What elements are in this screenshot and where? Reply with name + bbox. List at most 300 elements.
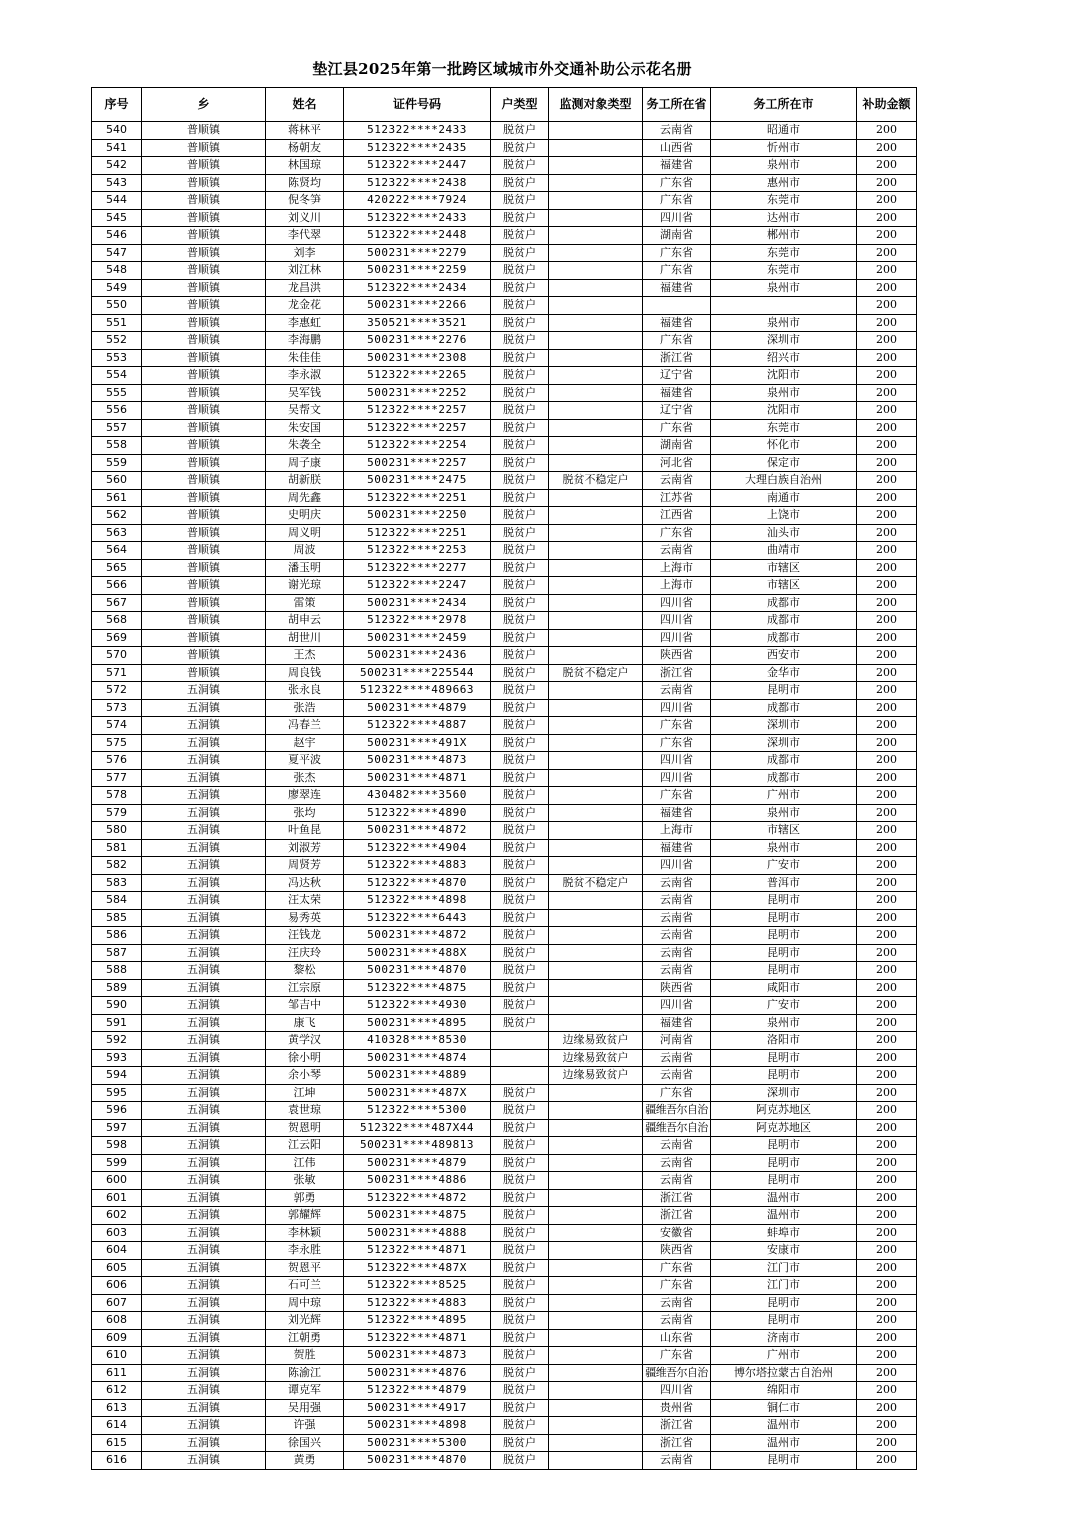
cell-work-province: 云南省 bbox=[643, 682, 711, 700]
cell-household-type: 脱贫户 bbox=[491, 699, 549, 717]
header-household-type: 户类型 bbox=[491, 88, 549, 122]
cell-id-number: 512322****4890 bbox=[344, 804, 491, 822]
cell-work-province: 广东省 bbox=[643, 419, 711, 437]
cell-work-city: 昆明市 bbox=[711, 1137, 857, 1155]
cell-name: 汪太荣 bbox=[266, 892, 344, 910]
cell-township: 五洞镇 bbox=[142, 804, 266, 822]
cell-household-type: 脱贫户 bbox=[491, 279, 549, 297]
cell-work-province: 广东省 bbox=[643, 717, 711, 735]
cell-township: 普顺镇 bbox=[142, 524, 266, 542]
cell-id-number: 512322****4898 bbox=[344, 892, 491, 910]
cell-name: 江云阳 bbox=[266, 1137, 344, 1155]
cell-monitor-type bbox=[549, 629, 643, 647]
cell-name: 江宗原 bbox=[266, 979, 344, 997]
cell-work-province: 四川省 bbox=[643, 612, 711, 630]
cell-township: 五洞镇 bbox=[142, 1347, 266, 1365]
cell-name: 潘玉明 bbox=[266, 559, 344, 577]
cell-monitor-type: 边缘易致贫户 bbox=[549, 1032, 643, 1050]
cell-monitor-type bbox=[549, 1014, 643, 1032]
cell-work-province: 浙江省 bbox=[643, 1207, 711, 1225]
cell-township: 五洞镇 bbox=[142, 962, 266, 980]
table-row bbox=[92, 647, 917, 665]
table-row bbox=[92, 1242, 917, 1260]
cell-work-province: 辽宁省 bbox=[643, 402, 711, 420]
cell-subsidy-amount: 200 bbox=[857, 1189, 917, 1207]
cell-subsidy-amount: 200 bbox=[857, 822, 917, 840]
cell-household-type: 脱贫户 bbox=[491, 1102, 549, 1120]
cell-work-city: 深圳市 bbox=[711, 1084, 857, 1102]
table-row bbox=[92, 1172, 917, 1190]
cell-subsidy-amount: 200 bbox=[857, 1329, 917, 1347]
cell-subsidy-amount: 200 bbox=[857, 664, 917, 682]
cell-subsidy-amount: 200 bbox=[857, 507, 917, 525]
cell-subsidy-amount: 200 bbox=[857, 139, 917, 157]
cell-id-number: 512322****2438 bbox=[344, 174, 491, 192]
cell-household-type: 脱贫户 bbox=[491, 349, 549, 367]
cell-subsidy-amount: 200 bbox=[857, 384, 917, 402]
cell-township: 五洞镇 bbox=[142, 699, 266, 717]
cell-index: 552 bbox=[92, 332, 142, 350]
cell-id-number: 512322****4875 bbox=[344, 979, 491, 997]
table-row bbox=[92, 367, 917, 385]
cell-index: 615 bbox=[92, 1434, 142, 1452]
cell-household-type: 脱贫户 bbox=[491, 244, 549, 262]
table-row bbox=[92, 1154, 917, 1172]
cell-subsidy-amount: 200 bbox=[857, 944, 917, 962]
cell-household-type: 脱贫户 bbox=[491, 857, 549, 875]
table-row bbox=[92, 1329, 917, 1347]
cell-monitor-type bbox=[549, 717, 643, 735]
cell-index: 602 bbox=[92, 1207, 142, 1225]
cell-index: 564 bbox=[92, 542, 142, 560]
cell-work-city: 温州市 bbox=[711, 1189, 857, 1207]
cell-work-province: 云南省 bbox=[643, 1172, 711, 1190]
cell-id-number: 512322****4871 bbox=[344, 1329, 491, 1347]
cell-name: 吴用强 bbox=[266, 1399, 344, 1417]
cell-index: 583 bbox=[92, 874, 142, 892]
cell-name: 朱安国 bbox=[266, 419, 344, 437]
cell-township: 五洞镇 bbox=[142, 1452, 266, 1470]
cell-index: 592 bbox=[92, 1032, 142, 1050]
cell-monitor-type bbox=[549, 1102, 643, 1120]
cell-name: 刘淑芳 bbox=[266, 839, 344, 857]
cell-id-number: 512322****2257 bbox=[344, 419, 491, 437]
cell-household-type: 脱贫户 bbox=[491, 1312, 549, 1330]
cell-work-city: 普洱市 bbox=[711, 874, 857, 892]
table-row bbox=[92, 1347, 917, 1365]
table-row bbox=[92, 1312, 917, 1330]
cell-index: 567 bbox=[92, 594, 142, 612]
table-row bbox=[92, 944, 917, 962]
cell-work-province: 四川省 bbox=[643, 752, 711, 770]
cell-work-province: 云南省 bbox=[643, 927, 711, 945]
cell-name: 徐小明 bbox=[266, 1049, 344, 1067]
cell-subsidy-amount: 200 bbox=[857, 1207, 917, 1225]
cell-work-city: 江门市 bbox=[711, 1277, 857, 1295]
cell-monitor-type bbox=[549, 192, 643, 210]
table-row bbox=[92, 1032, 917, 1050]
cell-name: 蒋林平 bbox=[266, 122, 344, 140]
cell-id-number: 512322****2448 bbox=[344, 227, 491, 245]
cell-id-number: 500231****2257 bbox=[344, 454, 491, 472]
cell-monitor-type bbox=[549, 822, 643, 840]
table-row bbox=[92, 157, 917, 175]
cell-household-type: 脱贫户 bbox=[491, 1189, 549, 1207]
cell-work-province: 福建省 bbox=[643, 157, 711, 175]
table-row bbox=[92, 174, 917, 192]
cell-id-number: 500231****487X bbox=[344, 1084, 491, 1102]
cell-township: 五洞镇 bbox=[142, 1067, 266, 1085]
cell-subsidy-amount: 200 bbox=[857, 857, 917, 875]
cell-name: 林国琼 bbox=[266, 157, 344, 175]
cell-work-province: 辽宁省 bbox=[643, 367, 711, 385]
cell-work-province: 云南省 bbox=[643, 542, 711, 560]
cell-id-number: 500231****4874 bbox=[344, 1049, 491, 1067]
cell-household-type: 脱贫户 bbox=[491, 629, 549, 647]
cell-household-type: 脱贫户 bbox=[491, 139, 549, 157]
cell-work-city: 昆明市 bbox=[711, 1452, 857, 1470]
cell-household-type: 脱贫户 bbox=[491, 909, 549, 927]
cell-id-number: 500231****4875 bbox=[344, 1207, 491, 1225]
cell-id-number: 500231****2436 bbox=[344, 647, 491, 665]
cell-id-number: 512322****4872 bbox=[344, 1189, 491, 1207]
cell-monitor-type bbox=[549, 297, 643, 315]
cell-subsidy-amount: 200 bbox=[857, 1294, 917, 1312]
cell-household-type: 脱贫户 bbox=[491, 944, 549, 962]
cell-id-number: 512322****2277 bbox=[344, 559, 491, 577]
cell-work-province: 安徽省 bbox=[643, 1224, 711, 1242]
cell-work-province: 疆维吾尔自治 bbox=[643, 1102, 711, 1120]
cell-index: 604 bbox=[92, 1242, 142, 1260]
cell-name: 朱佳佳 bbox=[266, 349, 344, 367]
cell-work-province: 福建省 bbox=[643, 314, 711, 332]
cell-subsidy-amount: 200 bbox=[857, 962, 917, 980]
cell-township: 五洞镇 bbox=[142, 1049, 266, 1067]
cell-subsidy-amount: 200 bbox=[857, 279, 917, 297]
cell-work-city: 昆明市 bbox=[711, 927, 857, 945]
cell-index: 571 bbox=[92, 664, 142, 682]
cell-index: 540 bbox=[92, 122, 142, 140]
cell-work-province: 云南省 bbox=[643, 1067, 711, 1085]
cell-name: 朱袭全 bbox=[266, 437, 344, 455]
cell-id-number: 500231****4870 bbox=[344, 1452, 491, 1470]
cell-name: 江伟 bbox=[266, 1154, 344, 1172]
cell-work-province: 广东省 bbox=[643, 262, 711, 280]
cell-index: 543 bbox=[92, 174, 142, 192]
cell-work-city: 东莞市 bbox=[711, 262, 857, 280]
table-row bbox=[92, 472, 917, 490]
cell-subsidy-amount: 200 bbox=[857, 174, 917, 192]
cell-work-city: 洛阳市 bbox=[711, 1032, 857, 1050]
cell-monitor-type bbox=[549, 227, 643, 245]
cell-work-city: 东莞市 bbox=[711, 419, 857, 437]
cell-work-province: 四川省 bbox=[643, 209, 711, 227]
cell-monitor-type bbox=[549, 699, 643, 717]
cell-subsidy-amount: 200 bbox=[857, 787, 917, 805]
cell-name: 冯达秋 bbox=[266, 874, 344, 892]
cell-id-number: 512322****4871 bbox=[344, 1242, 491, 1260]
cell-work-city: 东莞市 bbox=[711, 192, 857, 210]
table-row bbox=[92, 612, 917, 630]
cell-work-city: 沈阳市 bbox=[711, 402, 857, 420]
cell-monitor-type bbox=[549, 1417, 643, 1435]
cell-name: 倪冬笋 bbox=[266, 192, 344, 210]
cell-work-province: 福建省 bbox=[643, 384, 711, 402]
cell-name: 雷策 bbox=[266, 594, 344, 612]
cell-name: 王杰 bbox=[266, 647, 344, 665]
cell-monitor-type bbox=[549, 1329, 643, 1347]
cell-work-city: 郴州市 bbox=[711, 227, 857, 245]
cell-household-type: 脱贫户 bbox=[491, 664, 549, 682]
cell-work-city: 昆明市 bbox=[711, 1154, 857, 1172]
cell-monitor-type bbox=[549, 367, 643, 385]
cell-monitor-type bbox=[549, 1154, 643, 1172]
cell-id-number: 500231****225544 bbox=[344, 664, 491, 682]
cell-township: 普顺镇 bbox=[142, 612, 266, 630]
cell-township: 五洞镇 bbox=[142, 1329, 266, 1347]
cell-subsidy-amount: 200 bbox=[857, 874, 917, 892]
cell-name: 吴帮文 bbox=[266, 402, 344, 420]
table-row bbox=[92, 1382, 917, 1400]
cell-index: 616 bbox=[92, 1452, 142, 1470]
cell-name: 周波 bbox=[266, 542, 344, 560]
cell-work-province: 广东省 bbox=[643, 332, 711, 350]
cell-id-number: 512322****487X44 bbox=[344, 1119, 491, 1137]
cell-id-number: 500231****2259 bbox=[344, 262, 491, 280]
cell-household-type: 脱贫户 bbox=[491, 577, 549, 595]
cell-name: 许强 bbox=[266, 1417, 344, 1435]
table-row bbox=[92, 1259, 917, 1277]
cell-id-number: 512322****2265 bbox=[344, 367, 491, 385]
cell-work-province: 福建省 bbox=[643, 279, 711, 297]
cell-index: 588 bbox=[92, 962, 142, 980]
cell-work-province: 云南省 bbox=[643, 962, 711, 980]
cell-id-number: 500231****4871 bbox=[344, 769, 491, 787]
cell-name: 刘李 bbox=[266, 244, 344, 262]
cell-work-province: 江苏省 bbox=[643, 489, 711, 507]
cell-index: 614 bbox=[92, 1417, 142, 1435]
cell-work-city: 昆明市 bbox=[711, 1294, 857, 1312]
cell-index: 605 bbox=[92, 1259, 142, 1277]
cell-id-number: 512322****8525 bbox=[344, 1277, 491, 1295]
cell-monitor-type bbox=[549, 1312, 643, 1330]
cell-township: 普顺镇 bbox=[142, 297, 266, 315]
cell-index: 548 bbox=[92, 262, 142, 280]
cell-id-number: 500231****4872 bbox=[344, 927, 491, 945]
cell-household-type: 脱贫户 bbox=[491, 559, 549, 577]
cell-index: 590 bbox=[92, 997, 142, 1015]
cell-work-province: 四川省 bbox=[643, 699, 711, 717]
cell-household-type: 脱贫户 bbox=[491, 1452, 549, 1470]
cell-township: 普顺镇 bbox=[142, 594, 266, 612]
header-work-province: 务工所在省 bbox=[643, 88, 711, 122]
cell-work-city: 昆明市 bbox=[711, 962, 857, 980]
cell-name: 张均 bbox=[266, 804, 344, 822]
cell-id-number: 500231****4872 bbox=[344, 822, 491, 840]
table-row bbox=[92, 962, 917, 980]
cell-household-type: 脱贫户 bbox=[491, 1084, 549, 1102]
cell-name: 石可兰 bbox=[266, 1277, 344, 1295]
cell-work-city: 温州市 bbox=[711, 1417, 857, 1435]
header-township: 乡 bbox=[142, 88, 266, 122]
cell-subsidy-amount: 200 bbox=[857, 1434, 917, 1452]
cell-subsidy-amount: 200 bbox=[857, 1119, 917, 1137]
cell-township: 普顺镇 bbox=[142, 664, 266, 682]
cell-id-number: 512322****4883 bbox=[344, 1294, 491, 1312]
cell-work-province: 贵州省 bbox=[643, 1399, 711, 1417]
cell-township: 五洞镇 bbox=[142, 1137, 266, 1155]
cell-household-type: 脱贫户 bbox=[491, 1434, 549, 1452]
cell-work-province: 广东省 bbox=[643, 192, 711, 210]
cell-household-type: 脱贫户 bbox=[491, 1242, 549, 1260]
cell-name: 胡世川 bbox=[266, 629, 344, 647]
cell-subsidy-amount: 200 bbox=[857, 1014, 917, 1032]
cell-index: 558 bbox=[92, 437, 142, 455]
cell-monitor-type bbox=[549, 1277, 643, 1295]
cell-id-number: 430482****3560 bbox=[344, 787, 491, 805]
cell-index: 585 bbox=[92, 909, 142, 927]
cell-township: 普顺镇 bbox=[142, 629, 266, 647]
cell-household-type: 脱贫户 bbox=[491, 332, 549, 350]
cell-index: 547 bbox=[92, 244, 142, 262]
cell-work-province: 疆维吾尔自治 bbox=[643, 1364, 711, 1382]
cell-name: 刘光辉 bbox=[266, 1312, 344, 1330]
cell-work-province: 上海市 bbox=[643, 559, 711, 577]
header-id-number: 证件号码 bbox=[344, 88, 491, 122]
cell-subsidy-amount: 200 bbox=[857, 1084, 917, 1102]
cell-household-type: 脱贫户 bbox=[491, 454, 549, 472]
cell-work-province: 福建省 bbox=[643, 804, 711, 822]
cell-index: 560 bbox=[92, 472, 142, 490]
cell-township: 普顺镇 bbox=[142, 192, 266, 210]
cell-township: 五洞镇 bbox=[142, 1294, 266, 1312]
cell-work-province bbox=[643, 297, 711, 315]
cell-name: 邹吉中 bbox=[266, 997, 344, 1015]
table-row bbox=[92, 139, 917, 157]
cell-township: 五洞镇 bbox=[142, 874, 266, 892]
table-row bbox=[92, 1434, 917, 1452]
cell-id-number: 512322****2447 bbox=[344, 157, 491, 175]
cell-township: 五洞镇 bbox=[142, 1014, 266, 1032]
table-row bbox=[92, 804, 917, 822]
cell-subsidy-amount: 200 bbox=[857, 1452, 917, 1470]
cell-work-province: 四川省 bbox=[643, 1382, 711, 1400]
cell-household-type bbox=[491, 1067, 549, 1085]
cell-work-city: 昭通市 bbox=[711, 122, 857, 140]
cell-name: 胡新朕 bbox=[266, 472, 344, 490]
cell-work-province: 四川省 bbox=[643, 594, 711, 612]
cell-household-type: 脱贫户 bbox=[491, 122, 549, 140]
cell-name: 贺恩明 bbox=[266, 1119, 344, 1137]
cell-household-type: 脱贫户 bbox=[491, 612, 549, 630]
cell-township: 普顺镇 bbox=[142, 542, 266, 560]
cell-household-type: 脱贫户 bbox=[491, 1137, 549, 1155]
cell-id-number: 500231****4888 bbox=[344, 1224, 491, 1242]
cell-household-type: 脱贫户 bbox=[491, 647, 549, 665]
table-row bbox=[92, 752, 917, 770]
cell-subsidy-amount: 200 bbox=[857, 804, 917, 822]
table-row bbox=[92, 1417, 917, 1435]
cell-id-number: 512322****4930 bbox=[344, 997, 491, 1015]
cell-household-type: 脱贫户 bbox=[491, 892, 549, 910]
cell-id-number: 500231****4873 bbox=[344, 1347, 491, 1365]
cell-name: 康飞 bbox=[266, 1014, 344, 1032]
cell-id-number: 500231****4898 bbox=[344, 1417, 491, 1435]
cell-subsidy-amount: 200 bbox=[857, 297, 917, 315]
cell-household-type: 脱贫户 bbox=[491, 1399, 549, 1417]
cell-work-city: 昆明市 bbox=[711, 682, 857, 700]
cell-township: 普顺镇 bbox=[142, 472, 266, 490]
cell-index: 574 bbox=[92, 717, 142, 735]
cell-work-city: 广州市 bbox=[711, 787, 857, 805]
cell-township: 五洞镇 bbox=[142, 1084, 266, 1102]
cell-id-number: 512322****5300 bbox=[344, 1102, 491, 1120]
table-row bbox=[92, 542, 917, 560]
cell-work-province: 四川省 bbox=[643, 769, 711, 787]
cell-name: 李代翠 bbox=[266, 227, 344, 245]
cell-id-number: 512322****2251 bbox=[344, 524, 491, 542]
cell-id-number: 500231****489813 bbox=[344, 1137, 491, 1155]
cell-subsidy-amount: 200 bbox=[857, 699, 917, 717]
cell-work-province: 上海市 bbox=[643, 577, 711, 595]
table-row bbox=[92, 507, 917, 525]
cell-household-type: 脱贫户 bbox=[491, 1172, 549, 1190]
cell-name: 陈渝江 bbox=[266, 1364, 344, 1382]
cell-index: 608 bbox=[92, 1312, 142, 1330]
cell-name: 史明庆 bbox=[266, 507, 344, 525]
cell-monitor-type bbox=[549, 997, 643, 1015]
cell-household-type: 脱贫户 bbox=[491, 1119, 549, 1137]
table-row bbox=[92, 1364, 917, 1382]
cell-work-city: 达州市 bbox=[711, 209, 857, 227]
cell-monitor-type: 边缘易致贫户 bbox=[549, 1067, 643, 1085]
cell-work-province: 山西省 bbox=[643, 139, 711, 157]
cell-household-type: 脱贫户 bbox=[491, 1224, 549, 1242]
cell-work-city: 铜仁市 bbox=[711, 1399, 857, 1417]
cell-monitor-type bbox=[549, 402, 643, 420]
cell-work-city: 成都市 bbox=[711, 629, 857, 647]
header-row bbox=[92, 88, 917, 122]
cell-monitor-type bbox=[549, 559, 643, 577]
cell-monitor-type bbox=[549, 682, 643, 700]
cell-household-type: 脱贫户 bbox=[491, 787, 549, 805]
cell-work-province: 四川省 bbox=[643, 997, 711, 1015]
cell-index: 595 bbox=[92, 1084, 142, 1102]
cell-household-type: 脱贫户 bbox=[491, 594, 549, 612]
cell-id-number: 512322****4904 bbox=[344, 839, 491, 857]
cell-household-type: 脱贫户 bbox=[491, 804, 549, 822]
cell-monitor-type: 边缘易致贫户 bbox=[549, 1049, 643, 1067]
cell-id-number: 500231****2266 bbox=[344, 297, 491, 315]
cell-work-province: 浙江省 bbox=[643, 664, 711, 682]
cell-work-province: 浙江省 bbox=[643, 349, 711, 367]
cell-work-city: 温州市 bbox=[711, 1434, 857, 1452]
cell-work-city: 怀化市 bbox=[711, 437, 857, 455]
table-row bbox=[92, 1399, 917, 1417]
cell-work-province: 云南省 bbox=[643, 874, 711, 892]
cell-subsidy-amount: 200 bbox=[857, 1417, 917, 1435]
cell-household-type: 脱贫户 bbox=[491, 1259, 549, 1277]
cell-index: 561 bbox=[92, 489, 142, 507]
cell-household-type: 脱贫户 bbox=[491, 1417, 549, 1435]
cell-household-type: 脱贫户 bbox=[491, 489, 549, 507]
cell-id-number: 500231****2276 bbox=[344, 332, 491, 350]
cell-name: 黎松 bbox=[266, 962, 344, 980]
cell-work-city: 深圳市 bbox=[711, 332, 857, 350]
cell-work-city: 昆明市 bbox=[711, 909, 857, 927]
cell-monitor-type bbox=[549, 1452, 643, 1470]
table-row bbox=[92, 1294, 917, 1312]
